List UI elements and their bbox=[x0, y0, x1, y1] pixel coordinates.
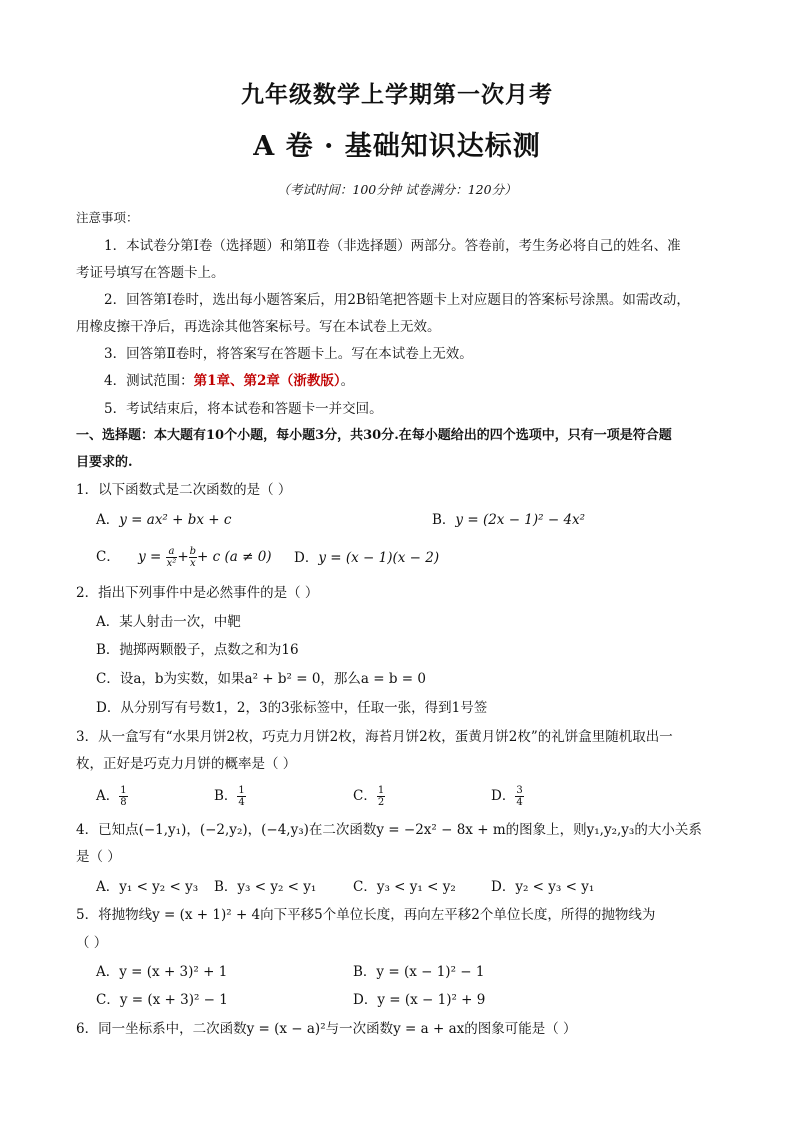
note-1-line-1: 1．本试卷分第Ⅰ卷（选择题）和第Ⅱ卷（非选择题）两部分。答卷前，考生务必将自己的姓名、准 bbox=[104, 238, 681, 254]
q3-line-2: 枚，正好是巧克力月饼的概率是（ ） bbox=[76, 756, 297, 772]
q3-option-a bbox=[96, 785, 128, 808]
q3-d-num: 3 bbox=[516, 785, 523, 796]
q1-option-a bbox=[96, 510, 231, 530]
q5-option-d: D．y = (x − 1)² + 9 bbox=[353, 992, 486, 1008]
note-3: 3．回答第Ⅱ卷时，将答案写在答题卡上。写在本试卷上无效。 bbox=[104, 346, 473, 362]
q6-stem: 6．同一坐标系中，二次函数y = (x − a)²与一次函数y = a + ax的图象可能是（ ） bbox=[76, 1021, 577, 1037]
q3-a-num: 1 bbox=[120, 785, 127, 796]
q5-option-b: B．y = (x − 1)² − 1 bbox=[353, 964, 485, 980]
q1-option-a-expr: y = ax² + bx + c bbox=[119, 512, 232, 528]
exam-title: 九年级数学上学期第一次月考 bbox=[241, 81, 553, 108]
q3-option-b-fraction bbox=[237, 785, 245, 808]
notes-heading: 注意事项： bbox=[76, 210, 139, 225]
section-1-heading-line-2: 目要求的. bbox=[76, 455, 133, 470]
q3-option-a-label: A． bbox=[96, 788, 120, 804]
note-4-suffix: 。 bbox=[340, 373, 355, 389]
q5-option-a: A．y = (x + 3)² + 1 bbox=[96, 964, 228, 980]
q1-c-f1-den: x² bbox=[166, 558, 177, 569]
q4-line-1: 4．已知点(−1,y₁)，(−2,y₂)，(−4,y₃)在二次函数y = −2x² − 8x + m的图象上，则y₁,y₂,y₃的大小关系 bbox=[76, 822, 702, 838]
note-4 bbox=[104, 371, 354, 391]
q5-line-1: 5．将抛物线y = (x + 1)² + 4向下平移5个单位长度，再向左平移2个单位长度，所得的抛物线为 bbox=[76, 907, 656, 923]
q3-option-d-label: D． bbox=[491, 788, 516, 804]
q3-option-d-fraction bbox=[515, 785, 523, 808]
q3-option-c-label: C． bbox=[353, 788, 377, 804]
q1-option-d-label: D． bbox=[294, 550, 319, 566]
exam-subtitle: A 卷 · 基础知识达标测 bbox=[253, 131, 541, 162]
q3-b-num: 1 bbox=[238, 785, 245, 796]
q1-c-f2-num: b bbox=[189, 546, 197, 557]
q1-option-d bbox=[294, 548, 439, 568]
q2-stem: 2．指出下列事件中是必然事件的是（ ） bbox=[76, 585, 319, 601]
q4-option-d: D．y₂ < y₃ < y₁ bbox=[491, 879, 595, 895]
q4-option-c: C．y₃ < y₁ < y₂ bbox=[353, 879, 456, 895]
q1-c-f2-den: x bbox=[190, 558, 196, 569]
q4-option-a: A．y₁ < y₂ < y₃ bbox=[96, 879, 199, 895]
q3-option-c bbox=[353, 785, 385, 808]
q1-option-d-expr: y = (x − 1)(x − 2) bbox=[318, 550, 440, 566]
q2-option-b: B．抛掷两颗骰子，点数之和为16 bbox=[96, 642, 299, 658]
q1-stem: 1．以下函数式是二次函数的是（ ） bbox=[76, 482, 292, 498]
q1-option-c-tail: + c (a ≠ 0) bbox=[197, 549, 272, 565]
exam-info: （考试时间：100分钟 试卷满分：120分） bbox=[277, 182, 517, 197]
q3-b-den: 4 bbox=[238, 797, 245, 808]
section-1-heading-line-1: 一、选择题：本大题有10个小题，每小题3分，共30分.在每小题给出的四个选项中，只有一项是符合题 bbox=[76, 428, 672, 443]
q2-option-c: C．设a，b为实数，如果a² + b² = 0，那么a = b = 0 bbox=[96, 671, 426, 687]
q5-line-2: （ ） bbox=[76, 935, 108, 951]
q1-option-b-label: B． bbox=[432, 512, 456, 528]
q4-option-b: B．y₃ < y₂ < y₁ bbox=[214, 879, 317, 895]
q2-option-a: A．某人射击一次，中靶 bbox=[96, 614, 241, 630]
q1-option-c-fraction-1 bbox=[166, 546, 178, 569]
q3-option-a-fraction bbox=[119, 785, 127, 808]
q1-option-c-y: y = bbox=[138, 549, 162, 565]
q1-option-c-plus: + bbox=[177, 549, 189, 565]
q3-option-b-label: B． bbox=[214, 788, 238, 804]
q1-option-c bbox=[96, 546, 272, 569]
q3-option-d bbox=[491, 785, 524, 808]
q1-option-a-label: A． bbox=[96, 512, 120, 528]
q5-option-c: C．y = (x + 3)² − 1 bbox=[96, 992, 228, 1008]
test-scope: 第1章、第2章（浙教版） bbox=[193, 373, 341, 389]
q1-c-f1-num: a bbox=[166, 546, 178, 558]
q3-c-den: 2 bbox=[377, 797, 385, 808]
q1-option-c-fraction-2 bbox=[189, 546, 197, 569]
q3-option-b bbox=[214, 785, 246, 808]
note-4-prefix: 4．测试范围： bbox=[104, 373, 194, 389]
q3-c-num: 1 bbox=[377, 785, 385, 796]
q4-line-2: 是（ ） bbox=[76, 849, 121, 865]
note-1-line-2: 考证号填写在答题卡上。 bbox=[76, 265, 225, 281]
note-2-line-1: 2．回答第Ⅰ卷时，选出每小题答案后，用2B铅笔把答题卡上对应题目的答案标号涂黑。如需改动， bbox=[104, 292, 690, 308]
q2-option-d: D．从分别写有号数1，2，3的3张标签中，任取一张，得到1号签 bbox=[96, 700, 488, 716]
q1-option-c-label: C． bbox=[96, 549, 120, 565]
q1-option-b bbox=[432, 510, 585, 530]
note-5: 5．考试结束后，将本试卷和答题卡一并交回。 bbox=[104, 401, 383, 417]
q1-option-b-expr: y = (2x − 1)² − 4x² bbox=[455, 512, 586, 528]
q3-option-c-fraction bbox=[377, 785, 385, 808]
q3-line-1: 3．从一盒写有“水果月饼2枚，巧克力月饼2枚，海苔月饼2枚，蛋黄月饼2枚”的礼饼盒里随机取出一 bbox=[76, 729, 673, 745]
q3-d-den: 4 bbox=[516, 797, 523, 808]
q3-a-den: 8 bbox=[120, 797, 127, 808]
note-2-line-2: 用橡皮擦干净后，再选涂其他答案标号。写在本试卷上无效。 bbox=[76, 319, 441, 335]
